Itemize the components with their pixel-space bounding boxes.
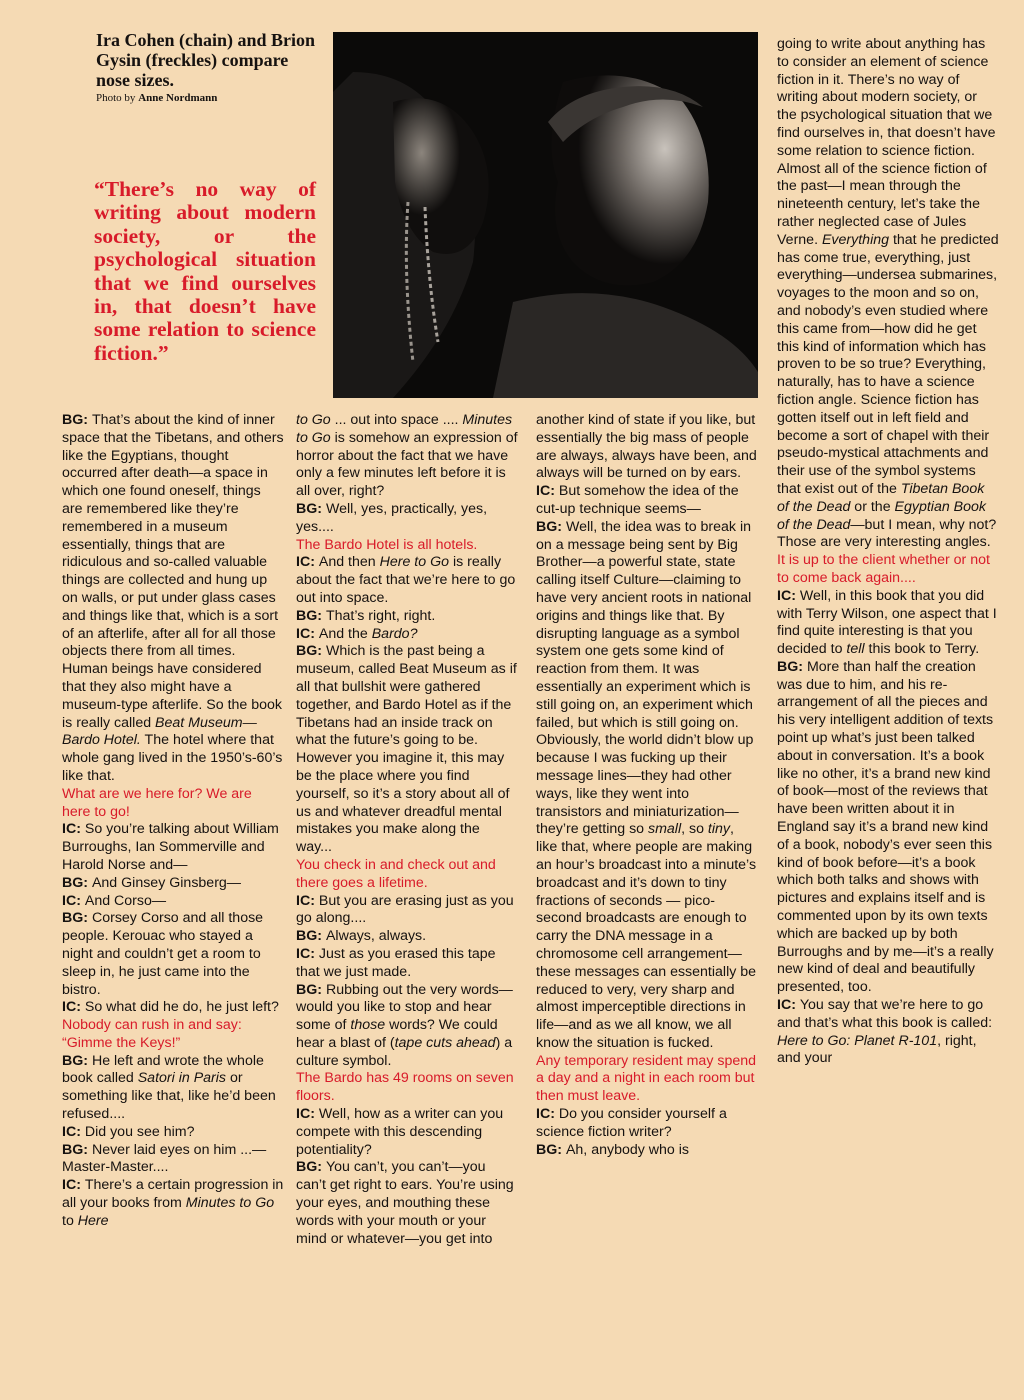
speaker-label: IC: <box>62 1177 85 1194</box>
body-text: He left and wrote the whole book called <box>62 1052 264 1087</box>
speaker-label: BG: <box>62 412 92 428</box>
speaker-label: IC: <box>296 892 319 909</box>
speaker-label: IC: <box>62 999 85 1016</box>
paragraph <box>62 412 284 786</box>
body-text: Did you see him? <box>84 1123 195 1140</box>
paragraph <box>296 982 518 1071</box>
interjection-text: The Bardo has 49 rooms on seven floors. <box>296 1070 514 1105</box>
paragraph <box>536 1106 758 1142</box>
paragraph <box>296 946 518 982</box>
italic-title: small <box>648 821 682 838</box>
body-text: this book to Terry. <box>864 641 980 658</box>
body-text: Corsey Corso and all those people. Kerouac who stayed a night and couldn’t get a room to sleep in, he just came into the bistro. <box>62 910 264 998</box>
paragraph <box>296 1159 518 1248</box>
italic-title: Beat Museum—Bardo Hotel. <box>62 714 257 749</box>
photo-credit <box>96 92 326 104</box>
pull-quote: “There’s no way of writing about modern society, or the psychological situation that we find ourselves in, that doesn’t have some relation to science fiction.” <box>94 177 316 365</box>
paragraph <box>296 893 518 929</box>
body-text: But you are erasing just as you go along.... <box>296 892 514 927</box>
speaker-label: BG: <box>62 874 92 891</box>
italic-title: Here to Go: Planet R-101 <box>777 1032 938 1049</box>
paragraph <box>62 1124 284 1142</box>
paragraph <box>296 1106 518 1159</box>
interjection-text: It is up to the client whether or not to come back again.... <box>777 552 990 586</box>
paragraph <box>536 412 758 483</box>
paragraph <box>62 1142 284 1178</box>
body-text: Never laid eyes on him ...—Master-Master.... <box>62 1141 267 1176</box>
italic-title: to Go <box>296 412 331 428</box>
italic-title: tape cuts ahead <box>394 1034 496 1051</box>
italic-title: those <box>350 1017 386 1034</box>
red-interjection <box>62 786 284 822</box>
paragraph <box>777 659 999 997</box>
speaker-label: IC: <box>777 997 800 1014</box>
body-text: another kind of state if you like, but essentially the big mass of people are always, always have been, and always will be turned on by ears. <box>536 412 757 482</box>
speaker-label: IC: <box>296 554 319 571</box>
speaker-label: BG: <box>296 981 326 998</box>
paragraph <box>536 1142 758 1160</box>
paragraph <box>62 999 284 1017</box>
speaker-label: BG: <box>296 643 326 660</box>
body-text: And then <box>318 554 380 571</box>
red-interjection <box>536 1053 758 1106</box>
body-text: —but I mean, why not? Those are very interesting angles. <box>777 516 997 551</box>
speaker-label: IC: <box>62 892 85 909</box>
speaker-label: IC: <box>62 1123 85 1140</box>
italic-title: Minutes to Go <box>296 412 513 446</box>
photo-caption: Ira Cohen (chain) and Brion Gysin (freckles) compare nose sizes. <box>96 30 316 90</box>
speaker-label: IC: <box>296 945 319 962</box>
paragraph <box>536 519 758 1053</box>
speaker-label: IC: <box>296 625 319 642</box>
italic-title: Egyptian Book of the Dead <box>777 498 987 533</box>
interjection-text: Any temporary resident may spend a day and a night in each room but then must leave. <box>536 1052 757 1105</box>
body-text: Which is the past being a museum, called Beat Museum as if all that bullshit were gathered together, and Bardo Hotel as if the Tibetans had an inside track on what the future’s going to be. However you imagine it, this may be the place where you find yourself, so it’s a story about all of us and whatever dreadful mental mistakes you make along the way... <box>296 643 517 856</box>
column-2 <box>296 412 518 1248</box>
speaker-label: IC: <box>536 483 559 500</box>
body-text: or something like that, like he’d been refused.... <box>62 1070 276 1123</box>
speaker-label: IC: <box>296 1106 319 1123</box>
body-text: That’s right, right. <box>325 607 436 624</box>
italic-title: Minutes to Go <box>185 1195 275 1212</box>
red-interjection <box>296 1070 518 1106</box>
body-text: Well, in this book that you did with Terry Wilson, one aspect that I find quite interesting is that you decided to <box>777 587 997 658</box>
paragraph <box>777 588 999 659</box>
italic-title: Bardo? <box>371 625 418 642</box>
body-text: Always, always. <box>325 928 427 945</box>
body-text: or the <box>850 498 895 515</box>
paragraph <box>62 893 284 911</box>
body-text: Do you consider yourself a science fiction writer? <box>536 1106 727 1140</box>
paragraph <box>777 997 999 1068</box>
speaker-label: BG: <box>62 1052 92 1069</box>
paragraph <box>296 501 518 537</box>
body-text: Ah, anybody who is <box>565 1141 689 1158</box>
paragraph <box>62 910 284 999</box>
body-text: And Ginsey Ginsberg— <box>91 874 241 891</box>
red-interjection <box>296 537 518 555</box>
speaker-label: BG: <box>296 500 326 517</box>
body-text: And the <box>318 625 372 642</box>
italic-title: Tibetan Book of the Dead <box>777 480 985 515</box>
body-text: , right, and your <box>777 1032 977 1067</box>
body-text: Well, the idea was to break in on a message being sent by Big Brother—a powerful state, state calling itself Culture—claiming to have very ancient roots in national origins and things like that. By disrupting language as a symbol system one gets some kind of reaction from them. It was essentially an experiment which is still going on, an experiment which failed, but which is still going on. Obviously, the world didn’t blow up because I was fucking up their message lines—they had other ways, like they went into transistors and miniaturization—they’re getting so <box>536 518 754 838</box>
red-interjection <box>62 1017 284 1053</box>
paragraph <box>62 875 284 893</box>
italic-title: tell <box>846 641 865 658</box>
photo-illustration <box>333 32 758 398</box>
body-text: , like that, where people are making an hour’s broadcast into a minute’s broadcast and it’s down to tiny fractions of seconds — pico-second broadcasts are enough to carry the DNA message in a chromosome cell arrangement—these messages can essentially be reduced to very, very sharp and almost imperceptible directions in life—and as we all know, we all know the situation is fucked. <box>536 821 757 1051</box>
body-text: is really about the fact that we’re here to go out into space. <box>296 554 516 606</box>
photo-credit-prefix: Photo by <box>96 92 136 104</box>
body-text: , so <box>681 821 708 838</box>
speaker-label: BG: <box>536 1141 566 1158</box>
body-text: You say that we’re here to go and that’s what this book is called: <box>777 997 993 1031</box>
body-text: words? We could hear a blast of ( <box>296 1017 498 1051</box>
body-text: that he predicted has come true, everything, just everything—undersea submarines, voyages to the moon and so on, and nobody’s even studied where this came from—how did he get this kind of information which has proven to be so true? Everything, naturally, has to have a science fiction angle. Science fiction has gotten itself out in left field and become a sort of chapel with their pseudo-mystical attachments and their use of the symbol systems that exist out of the <box>777 231 999 497</box>
italic-title: Satori in Paris <box>137 1070 227 1087</box>
italic-title: Here to Go <box>379 554 450 571</box>
body-text: Just as you erased this tape that we just made. <box>296 945 496 980</box>
body-text: The hotel where that whole gang lived in the 1950’s-60’s like that. <box>62 732 283 784</box>
speaker-label: BG: <box>777 658 807 675</box>
body-text: ) a culture symbol. <box>296 1034 513 1069</box>
paragraph <box>296 412 518 501</box>
body-text: More than half the creation was due to him, and his re-arrangement of all the pieces and his very intelligent addition of texts point up what’s just been talked about in conversation. It’s a book like no other, it’s a brand new kind of book—most of the reviews that have been written about it in England say it’s a brand new kind of a book, nobody’s ever seen this kind of book before—it’s a book which both talks and shows with pictures and explains itself and is commented upon by its own texts which are backed up by both Burroughs and by me—it’s a really new kind of deal and beautifully presented, too. <box>777 658 994 996</box>
paragraph <box>536 483 758 519</box>
photo <box>333 32 758 398</box>
interjection-text: You check in and check out and there goes a lifetime. <box>296 856 496 891</box>
body-text: There’s a certain progression in all your books from <box>62 1177 284 1212</box>
speaker-label: BG: <box>62 1141 92 1158</box>
column-4 <box>777 36 999 1068</box>
body-text: is somehow an expression of horror about the fact that we have only a few minutes left before it is all over, right? <box>296 429 518 500</box>
body-text: Well, how as a writer can you compete with this descending potentiality? <box>296 1106 504 1158</box>
red-interjection <box>777 552 999 588</box>
italic-title: Here <box>77 1212 109 1229</box>
italic-title: Everything <box>821 231 889 248</box>
body-text: So you’re talking about William Burroughs, Ian Sommerville and Harold Norse and— <box>62 821 279 873</box>
paragraph <box>296 928 518 946</box>
column-1 <box>62 412 284 1231</box>
paragraph <box>62 1177 284 1230</box>
speaker-label: IC: <box>536 1106 559 1123</box>
paragraph <box>777 36 999 552</box>
paragraph <box>62 1053 284 1124</box>
italic-title: tiny <box>707 821 730 838</box>
paragraph <box>62 821 284 874</box>
body-text: And Corso— <box>84 892 167 909</box>
speaker-label: BG: <box>62 910 92 927</box>
speaker-label: BG: <box>296 928 326 945</box>
body-text: So what did he do, he just left? <box>84 999 279 1016</box>
paragraph <box>296 626 518 644</box>
photo-credit-name: Anne Nordmann <box>138 92 218 104</box>
paragraph <box>296 554 518 607</box>
body-text: ... out into space .... <box>330 412 463 428</box>
paragraph <box>296 643 518 857</box>
interjection-text: What are we here for? We are here to go! <box>62 785 252 820</box>
interjection-text: Nobody can rush in and say: “Gimme the Keys!” <box>62 1017 242 1051</box>
body-text: But somehow the idea of the cut-up technique seems— <box>536 483 739 517</box>
speaker-label: BG: <box>296 1159 326 1176</box>
body-text: You can’t, you can’t—you can’t get right to ears. You’re using your eyes, and mouthing these words with your mouth or your mind or whatever—you get into <box>296 1159 514 1247</box>
speaker-label: BG: <box>536 518 566 535</box>
body-text: That’s about the kind of inner space that the Tibetans, and others like the Egyptians, thought occurred after death—a space in which one found oneself, things are remembered like they’re remembered in a museum essentially, things that are ridiculous and so-called valuable things are collected and hung up on walls, or put under glass cases and things like that, which is a sort of an afterlife, after all for all those objects there from all times. Human beings have considered that they also might have a museum-type afterlife. So the book is really called <box>62 412 284 731</box>
body-text: going to write about anything has to consider an element of science fiction in it. There’s no way of writing about modern society, or the psychological situation that we find ourselves in, that doesn’t have some relation to science fiction. Almost all of the science fiction of the past—I mean through the nineteenth century, let’s take the rather neglected case of Jules Verne. <box>777 36 996 248</box>
red-interjection <box>296 857 518 893</box>
interjection-text: The Bardo Hotel is all hotels. <box>296 536 478 553</box>
speaker-label: IC: <box>777 587 800 604</box>
body-text: to <box>62 1212 78 1229</box>
body-text: Well, yes, practically, yes, yes.... <box>296 500 488 535</box>
speaker-label: IC: <box>62 821 85 838</box>
column-3 <box>536 412 758 1159</box>
body-text: Rubbing out the very words—would you like to stop and hear some of <box>296 981 513 1034</box>
paragraph <box>296 608 518 626</box>
speaker-label: BG: <box>296 607 326 624</box>
